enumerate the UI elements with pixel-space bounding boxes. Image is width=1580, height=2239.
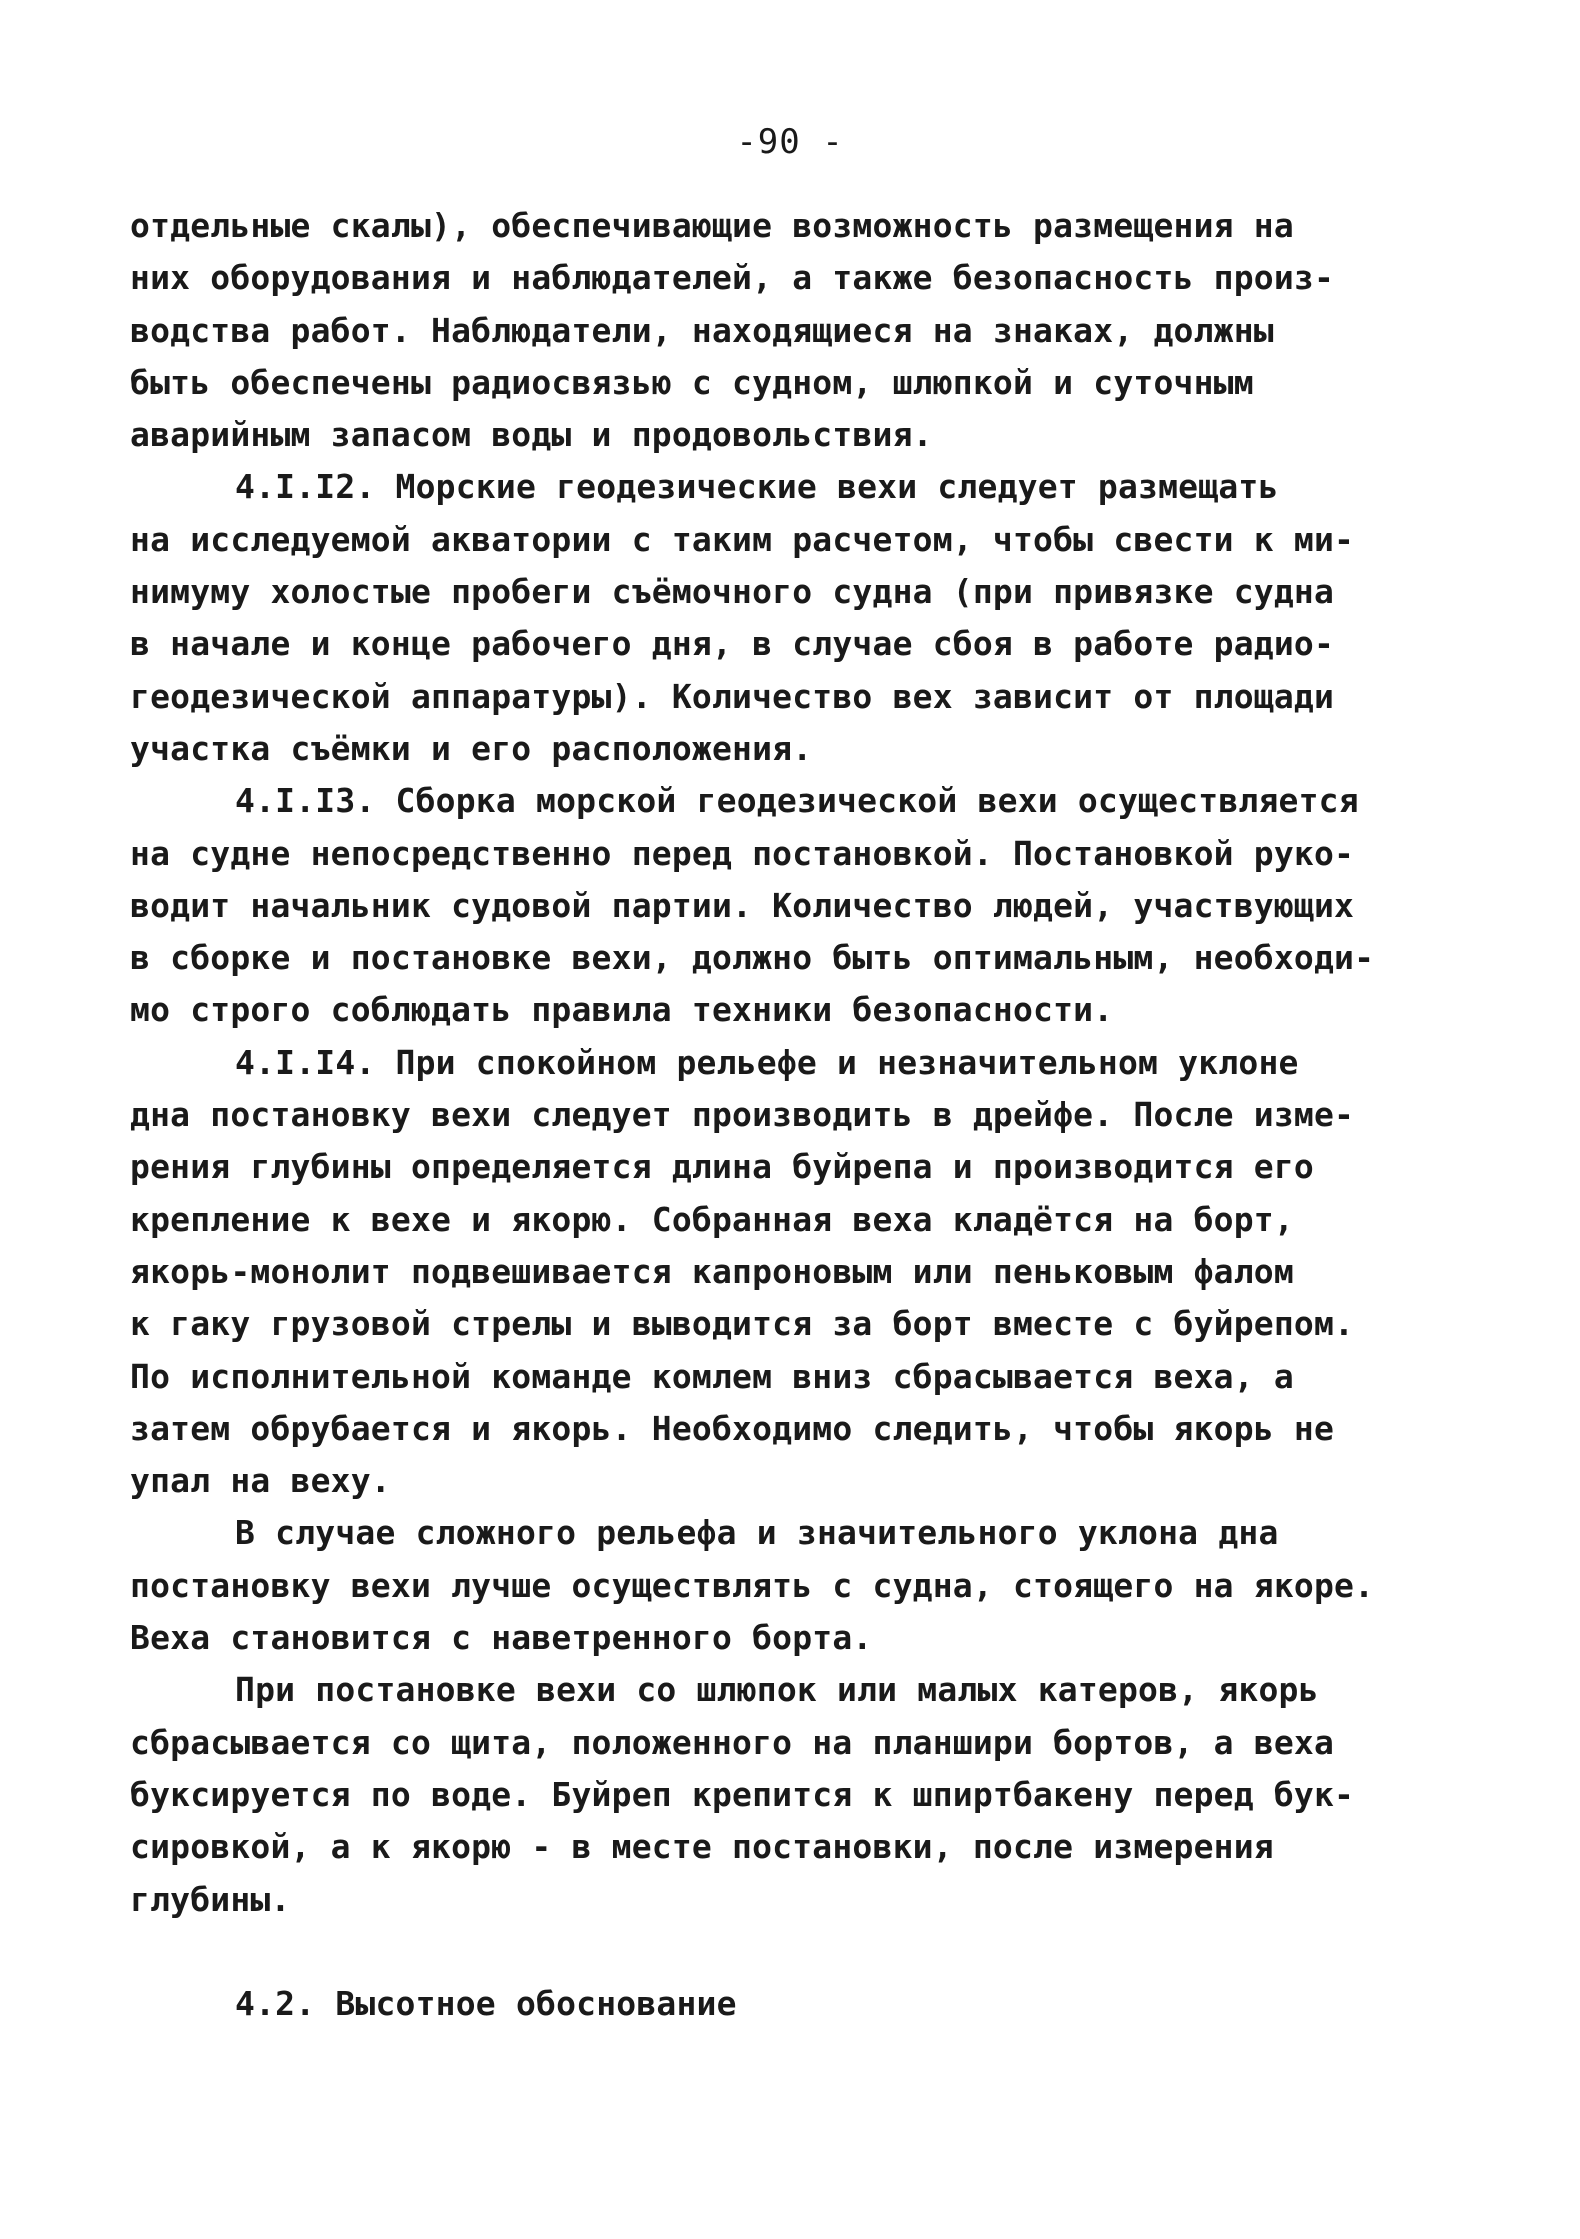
text-line: в начале и конце рабочего дня, в случае сбоя в работе радио-: [130, 624, 1335, 664]
paragraph: [130, 775, 1450, 1036]
text-line: мо строго соблюдать правила техники безопасности.: [130, 990, 1114, 1030]
text-line: 4.I.I3. Сборка морской геодезической вехи осуществляется: [235, 781, 1359, 821]
text-line: быть обеспечены радиосвязью с судном, шлюпкой и суточным: [130, 362, 1254, 402]
text-line: упал на веху.: [130, 1461, 391, 1501]
paragraph: [130, 1507, 1450, 1664]
page-number: -90 -: [736, 122, 844, 162]
text-line: крепление к вехе и якорю. Собранная веха кладётся на борт,: [130, 1199, 1294, 1239]
text-line: буксируется по воде. Буйреп крепится к шпиртбакену перед бук-: [130, 1774, 1355, 1814]
text-line: По исполнительной команде комлем вниз сбрасывается веха, а: [130, 1356, 1294, 1396]
text-line: Веха становится с наветренного борта.: [130, 1618, 873, 1658]
paragraph: [130, 461, 1450, 775]
section-heading: 4.2. Высотное обоснование: [235, 1983, 737, 2023]
paragraph: [130, 1037, 1450, 1508]
text-line: В случае сложного рельефа и значительного уклона дна: [235, 1513, 1279, 1553]
text-line: аварийным запасом воды и продовольствия.: [130, 415, 933, 455]
text-line: нимуму холостые пробеги съёмочного судна (при привязке судна: [130, 572, 1335, 612]
text-line: постановку вехи лучше осуществлять с судна, стоящего на якоре.: [130, 1565, 1375, 1605]
text-line: сировкой, а к якорю - в месте постановки, после измерения: [130, 1827, 1274, 1867]
text-line: геодезической аппаратуры). Количество вех зависит от площади: [130, 676, 1335, 716]
text-line: к гаку грузовой стрелы и выводится за борт вместе с буйрепом.: [130, 1304, 1355, 1344]
text-line: глубины.: [130, 1879, 291, 1919]
text-line: водит начальник судовой партии. Количество людей, участвующих: [130, 885, 1355, 925]
text-line: 4.I.I2. Морские геодезические вехи следует размещать: [235, 467, 1279, 507]
text-line: отдельные скалы), обеспечивающие возможность размещения на: [130, 206, 1294, 245]
text-line: водства работ. Наблюдатели, находящиеся на знаках, должны: [130, 310, 1274, 350]
spacer: [130, 1926, 1450, 1978]
text-line: на судне непосредственно перед постановкой. Постановкой руко-: [130, 833, 1355, 873]
text-line: якорь-монолит подвешивается капроновым или пеньковым фалом: [130, 1251, 1294, 1291]
text-line: сбрасывается со щита, положенного на планшири бортов, а веха: [130, 1722, 1335, 1762]
text-line: При постановке вехи со шлюпок или малых катеров, якорь: [235, 1670, 1319, 1710]
text-line: 4.I.I4. При спокойном рельефе и незначительном уклоне: [235, 1042, 1299, 1082]
text-line: участка съёмки и его расположения.: [130, 728, 813, 768]
text-line: рения глубины определяется длина буйрепа и производится его: [130, 1147, 1314, 1187]
text-line: затем обрубается и якорь. Необходимо следить, чтобы якорь не: [130, 1408, 1335, 1448]
text-line: них оборудования и наблюдателей, а также безопасность произ-: [130, 258, 1335, 298]
document-body: [130, 200, 1450, 2030]
text-line: дна постановку вехи следует производить в дрейфе. После изме-: [130, 1095, 1355, 1135]
text-line: в сборке и постановке вехи, должно быть оптимальным, необходи-: [130, 938, 1375, 978]
paragraph: [130, 1664, 1450, 1925]
paragraph: [130, 200, 1450, 461]
text-line: на исследуемой акватории с таким расчетом, чтобы свести к ми-: [130, 519, 1355, 559]
